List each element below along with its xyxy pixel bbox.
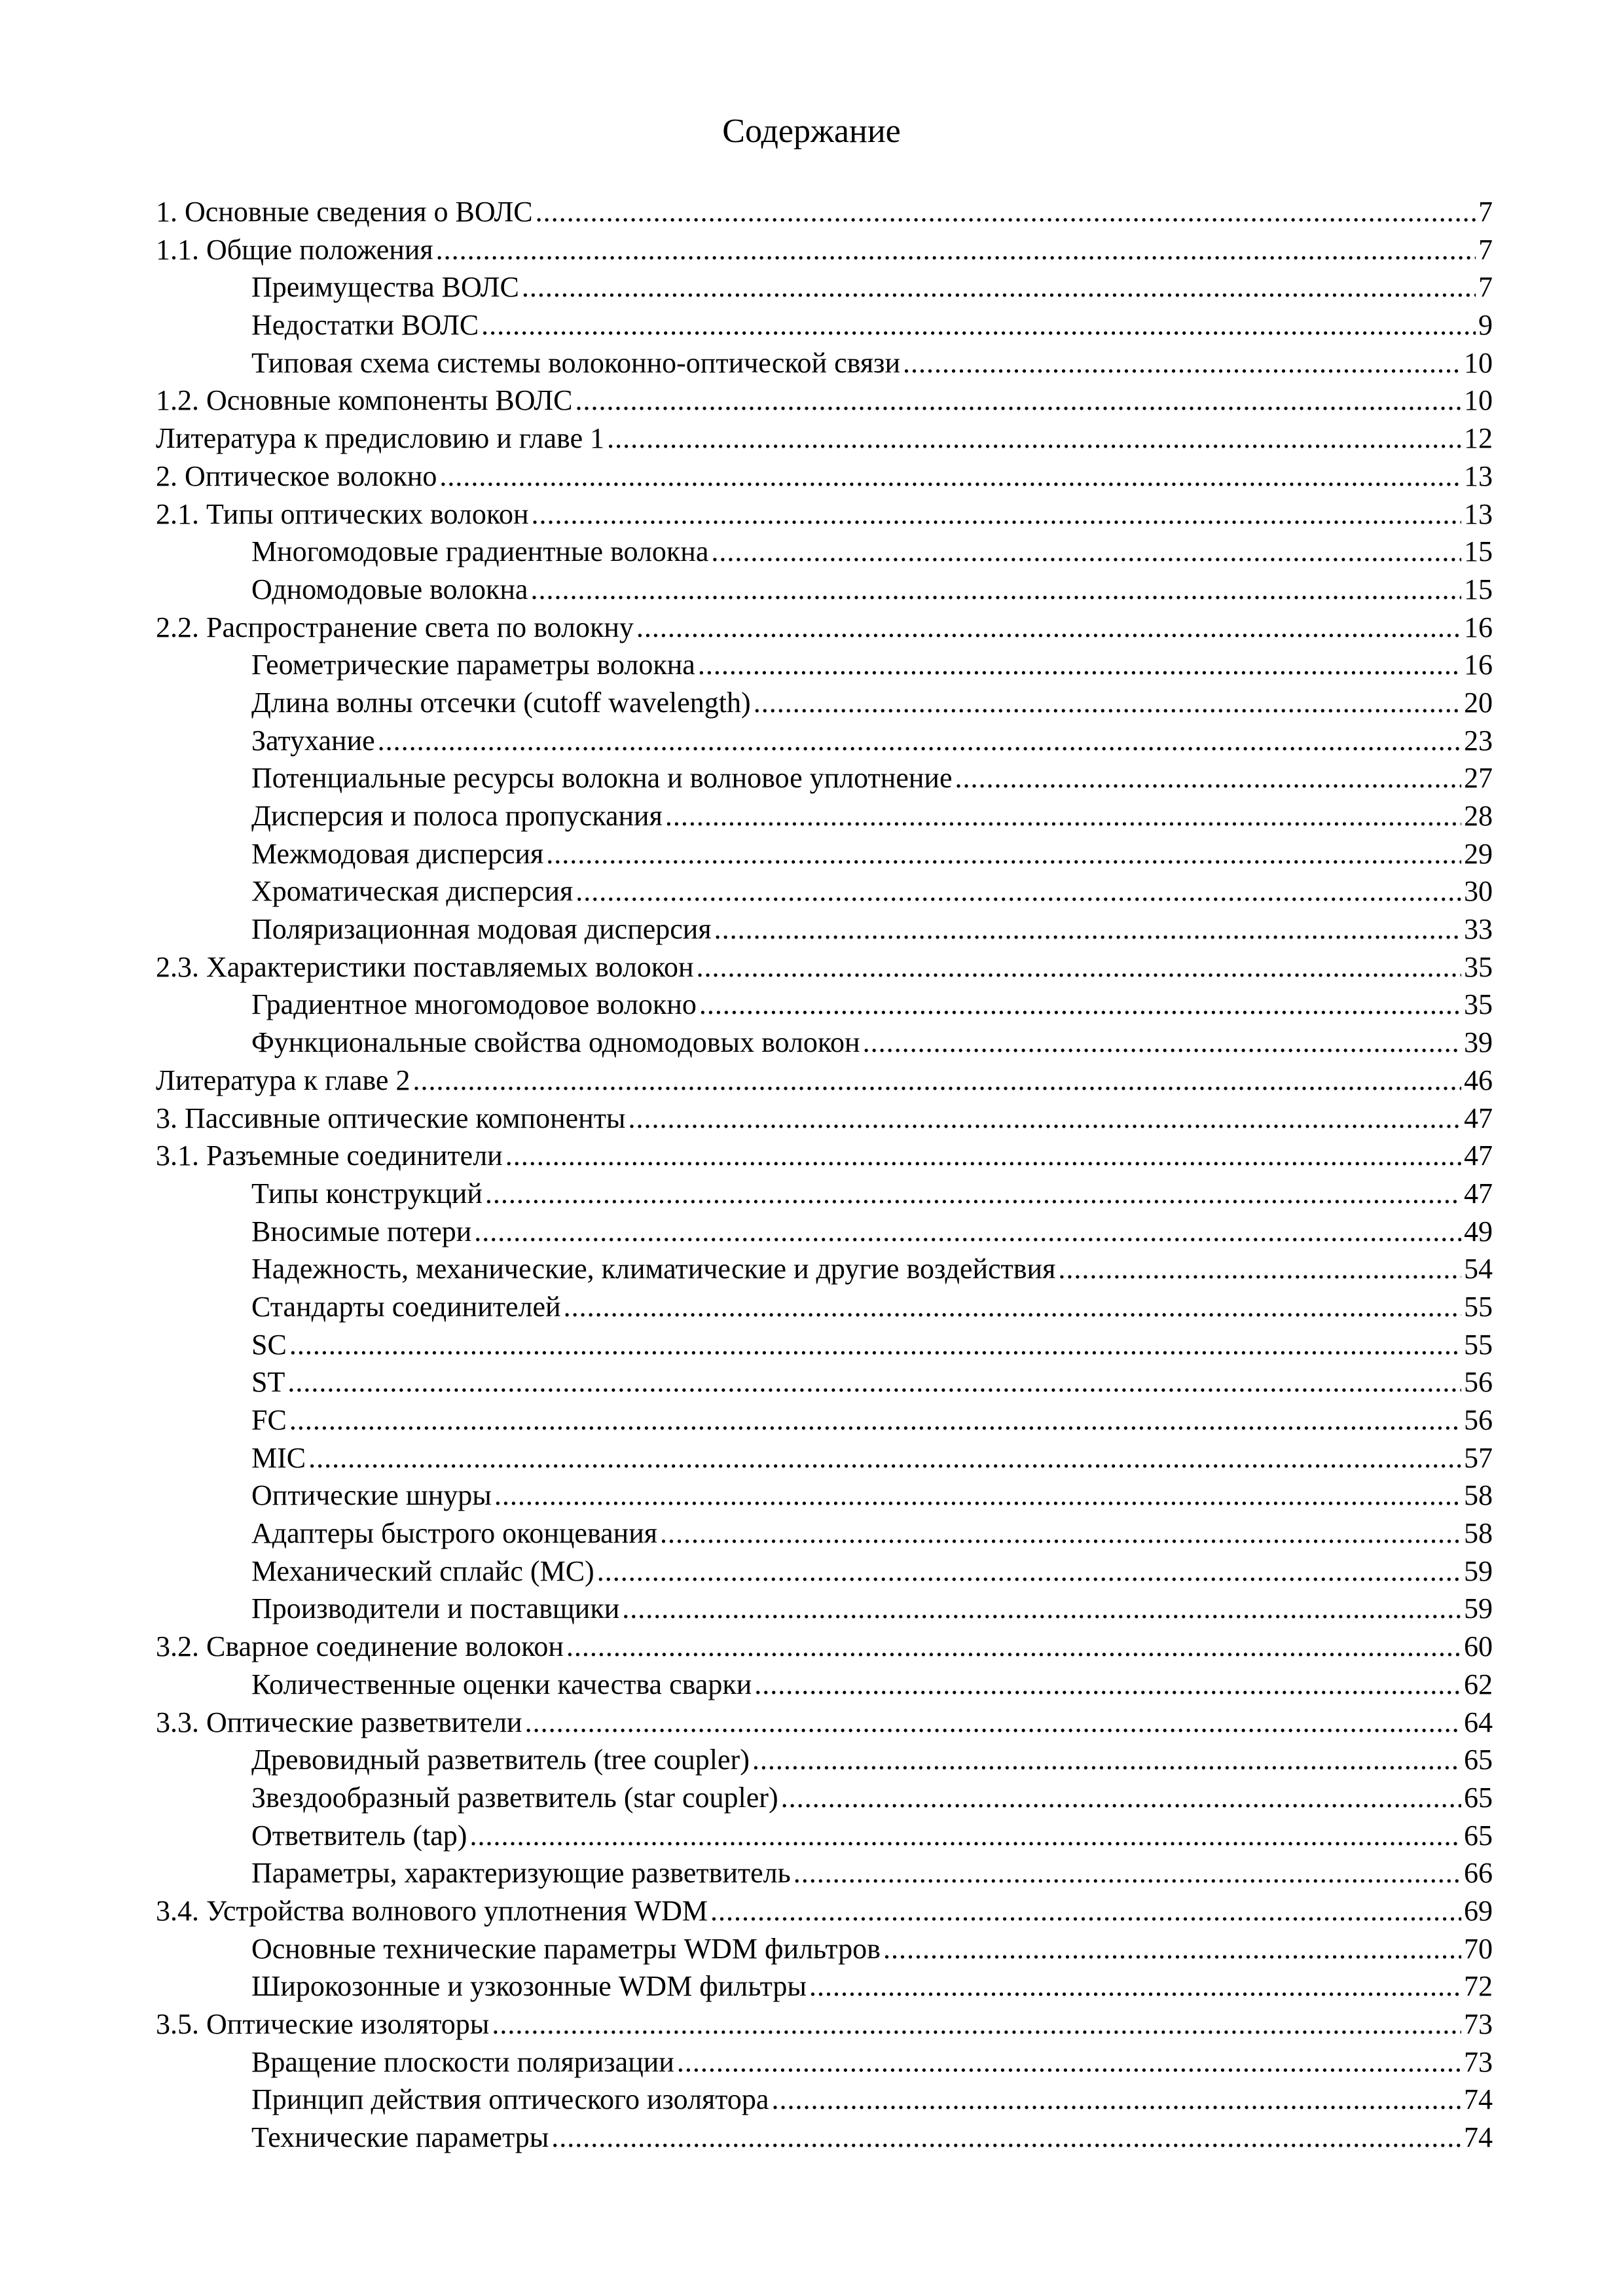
dot-leader bbox=[289, 1326, 1461, 1364]
toc-entry bbox=[156, 684, 1493, 722]
dot-leader bbox=[494, 1477, 1461, 1515]
toc-entry bbox=[156, 1024, 1493, 1062]
toc-entry bbox=[156, 1590, 1493, 1628]
toc-entry bbox=[156, 231, 1493, 269]
toc-entry-page-number: 29 bbox=[1464, 837, 1493, 870]
toc-entry bbox=[156, 1326, 1493, 1364]
toc-entry-page-number: 47 bbox=[1464, 1177, 1493, 1210]
toc-entry bbox=[156, 1930, 1493, 1968]
toc-entry-title: Преимущества ВОЛС bbox=[251, 271, 519, 304]
toc-entry-title: 1.1. Общие положения bbox=[156, 233, 433, 266]
toc-entry-title: SC bbox=[251, 1328, 287, 1361]
toc-entry bbox=[156, 2005, 1493, 2043]
toc-entry-title: 1. Основные сведения о ВОЛС bbox=[156, 196, 533, 228]
dot-leader bbox=[699, 986, 1461, 1024]
toc-entry-page-number: 74 bbox=[1464, 2083, 1493, 2116]
toc-entry bbox=[156, 1137, 1493, 1175]
toc-entry bbox=[156, 1741, 1493, 1779]
table-of-contents bbox=[156, 193, 1493, 2157]
toc-entry-page-number: 58 bbox=[1464, 1479, 1493, 1512]
toc-entry-title: Дисперсия и полоса пропускания bbox=[251, 800, 663, 832]
dot-leader bbox=[436, 231, 1476, 269]
toc-entry-page-number: 23 bbox=[1464, 724, 1493, 757]
toc-entry-page-number: 60 bbox=[1464, 1630, 1493, 1663]
toc-entry bbox=[156, 1666, 1493, 1704]
toc-entry-title: ST bbox=[251, 1366, 285, 1399]
page-title: Содержание bbox=[722, 113, 901, 150]
toc-entry bbox=[156, 1967, 1493, 2005]
dot-leader bbox=[575, 382, 1462, 420]
dot-leader bbox=[863, 1024, 1461, 1062]
toc-entry-title: 3.1. Разъемные соединители bbox=[156, 1139, 503, 1172]
toc-entry-title: Одномодовые волокна bbox=[251, 573, 528, 605]
toc-entry-title: Основные технические параметры WDM фильтров bbox=[251, 1932, 881, 1965]
toc-entry-page-number: 7 bbox=[1478, 271, 1493, 304]
toc-entry-page-number: 16 bbox=[1464, 649, 1493, 681]
dot-leader bbox=[698, 646, 1461, 684]
toc-entry-page-number: 65 bbox=[1464, 1744, 1493, 1776]
toc-entry-page-number: 49 bbox=[1464, 1215, 1493, 1247]
toc-entry-page-number: 39 bbox=[1464, 1026, 1493, 1059]
dot-leader bbox=[566, 1628, 1461, 1666]
dot-leader bbox=[505, 1137, 1461, 1175]
toc-entry-page-number: 20 bbox=[1464, 686, 1493, 719]
toc-entry-title: Поляризационная модовая дисперсия bbox=[251, 913, 712, 946]
toc-entry bbox=[156, 872, 1493, 910]
toc-entry-title: Хроматическая дисперсия bbox=[251, 875, 574, 908]
dot-leader bbox=[546, 835, 1461, 873]
toc-entry-title: 2. Оптическое волокно bbox=[156, 459, 437, 492]
toc-entry-page-number: 10 bbox=[1464, 346, 1493, 379]
toc-entry bbox=[156, 382, 1493, 420]
toc-entry-title: Геометрические параметры волокна bbox=[251, 649, 695, 681]
dot-leader bbox=[809, 1967, 1461, 2005]
dot-leader bbox=[536, 193, 1476, 231]
toc-entry bbox=[156, 986, 1493, 1024]
toc-entry-page-number: 56 bbox=[1464, 1404, 1493, 1436]
toc-entry-page-number: 62 bbox=[1464, 1668, 1493, 1700]
toc-entry bbox=[156, 268, 1493, 306]
toc-entry bbox=[156, 1628, 1493, 1666]
toc-entry bbox=[156, 948, 1493, 986]
toc-entry-page-number: 12 bbox=[1464, 422, 1493, 455]
toc-entry-title: Вращение плоскости поляризации bbox=[251, 2045, 674, 2078]
toc-entry-title: Широкозонные и узкозонные WDM фильтры bbox=[251, 1970, 807, 2003]
dot-leader bbox=[771, 2081, 1461, 2119]
dot-leader bbox=[665, 797, 1461, 835]
dot-leader bbox=[903, 344, 1461, 382]
toc-entry-title: 1.2. Основные компоненты ВОЛС bbox=[156, 384, 573, 417]
toc-entry bbox=[156, 1515, 1493, 1552]
toc-entry bbox=[156, 495, 1493, 533]
dot-leader bbox=[883, 1930, 1461, 1968]
toc-entry bbox=[156, 533, 1493, 571]
dot-leader bbox=[485, 1175, 1461, 1213]
toc-entry-page-number: 59 bbox=[1464, 1554, 1493, 1587]
toc-entry-title: Производители и поставщики bbox=[251, 1592, 620, 1625]
toc-entry bbox=[156, 571, 1493, 609]
dot-leader bbox=[714, 910, 1461, 948]
toc-entry-title: Ответвитель (tap) bbox=[251, 1819, 467, 1852]
dot-leader bbox=[378, 722, 1461, 760]
dot-leader bbox=[439, 457, 1461, 495]
toc-entry-title: Параметры, характеризующие разветвитель bbox=[251, 1857, 791, 1890]
toc-entry bbox=[156, 1552, 1493, 1590]
toc-entry-title: Стандарты соединителей bbox=[251, 1290, 561, 1323]
dot-leader bbox=[622, 1590, 1461, 1628]
toc-entry bbox=[156, 306, 1493, 344]
toc-entry bbox=[156, 1817, 1493, 1855]
dot-leader bbox=[752, 1741, 1461, 1779]
toc-entry bbox=[156, 1062, 1493, 1100]
dot-leader bbox=[530, 571, 1461, 609]
toc-entry bbox=[156, 1439, 1493, 1477]
toc-entry-title: 2.1. Типы оптических волокон bbox=[156, 497, 529, 530]
toc-entry-page-number: 27 bbox=[1464, 762, 1493, 795]
toc-entry-title: Функциональные свойства одномодовых волокон bbox=[251, 1026, 860, 1059]
toc-entry bbox=[156, 1477, 1493, 1515]
toc-entry bbox=[156, 797, 1493, 835]
toc-entry bbox=[156, 1704, 1493, 1742]
toc-entry-title: Литература к предисловию и главе 1 bbox=[156, 422, 605, 455]
toc-entry-page-number: 35 bbox=[1464, 950, 1493, 983]
toc-entry-page-number: 54 bbox=[1464, 1253, 1493, 1285]
toc-entry-title: Потенциальные ресурсы волокна и волновое уплотнение bbox=[251, 762, 953, 795]
toc-entry bbox=[156, 457, 1493, 495]
dot-leader bbox=[793, 1854, 1461, 1892]
toc-entry bbox=[156, 2081, 1493, 2119]
toc-entry-page-number: 15 bbox=[1464, 535, 1493, 568]
toc-entry-title: Длина волны отсечки (cutoff wavelength) bbox=[251, 686, 751, 719]
toc-entry bbox=[156, 1854, 1493, 1892]
dot-leader bbox=[575, 872, 1461, 910]
dot-leader bbox=[525, 1704, 1461, 1742]
toc-entry bbox=[156, 1779, 1493, 1817]
toc-entry-title: Многомодовые градиентные волокна bbox=[251, 535, 709, 568]
toc-entry-title: 3.4. Устройства волнового уплотнения WDM bbox=[156, 1894, 708, 1927]
toc-entry-page-number: 28 bbox=[1464, 800, 1493, 832]
toc-entry-page-number: 65 bbox=[1464, 1819, 1493, 1852]
toc-entry-page-number: 73 bbox=[1464, 2045, 1493, 2078]
dot-leader bbox=[754, 1666, 1461, 1704]
toc-entry bbox=[156, 2043, 1493, 2081]
toc-entry-title: FC bbox=[251, 1404, 287, 1436]
toc-entry-page-number: 16 bbox=[1464, 611, 1493, 643]
toc-entry-title: Надежность, механические, климатические и другие воздействия bbox=[251, 1253, 1056, 1285]
toc-entry-page-number: 72 bbox=[1464, 1970, 1493, 2003]
toc-entry-page-number: 55 bbox=[1464, 1290, 1493, 1323]
dot-leader bbox=[551, 2119, 1461, 2157]
dot-leader bbox=[532, 495, 1461, 533]
dot-leader bbox=[469, 1817, 1461, 1855]
toc-entry-title: 3. Пассивные оптические компоненты bbox=[156, 1102, 626, 1134]
toc-entry bbox=[156, 1175, 1493, 1213]
toc-entry-title: Градиентное многомодовое волокно bbox=[251, 988, 697, 1021]
dot-leader bbox=[308, 1439, 1461, 1477]
toc-entry-page-number: 10 bbox=[1464, 384, 1493, 417]
toc-entry-page-number: 73 bbox=[1464, 2008, 1493, 2040]
toc-entry-page-number: 33 bbox=[1464, 913, 1493, 946]
toc-entry bbox=[156, 1250, 1493, 1288]
toc-entry-page-number: 58 bbox=[1464, 1517, 1493, 1550]
toc-entry-title: 3.3. Оптические разветвители bbox=[156, 1706, 522, 1738]
toc-entry-page-number: 57 bbox=[1464, 1441, 1493, 1474]
dot-leader bbox=[607, 420, 1461, 457]
toc-entry-page-number: 7 bbox=[1478, 233, 1493, 266]
toc-entry-title: Затухание bbox=[251, 724, 375, 757]
toc-entry-page-number: 13 bbox=[1464, 459, 1493, 492]
dot-leader bbox=[597, 1552, 1461, 1590]
dot-leader bbox=[677, 2043, 1461, 2081]
toc-entry-title: 2.2. Распространение света по волокну bbox=[156, 611, 634, 643]
toc-entry-title: 2.3. Характеристики поставляемых волокон bbox=[156, 950, 694, 983]
toc-entry-title: Адаптеры быстрого оконцевания bbox=[251, 1517, 657, 1550]
toc-entry-title: Оптические шнуры bbox=[251, 1479, 492, 1512]
toc-entry bbox=[156, 344, 1493, 382]
toc-entry bbox=[156, 1892, 1493, 1930]
toc-entry-page-number: 47 bbox=[1464, 1102, 1493, 1134]
dot-leader bbox=[289, 1401, 1461, 1439]
toc-entry-title: Недостатки ВОЛС bbox=[251, 309, 479, 342]
toc-entry-title: Количественные оценки качества сварки bbox=[251, 1668, 752, 1700]
dot-leader bbox=[481, 306, 1476, 344]
dot-leader bbox=[522, 268, 1476, 306]
toc-entry-page-number: 70 bbox=[1464, 1932, 1493, 1965]
toc-entry bbox=[156, 420, 1493, 457]
toc-entry bbox=[156, 1401, 1493, 1439]
toc-entry bbox=[156, 910, 1493, 948]
dot-leader bbox=[629, 1100, 1462, 1138]
toc-entry-title: Межмодовая дисперсия bbox=[251, 837, 544, 870]
toc-entry-page-number: 9 bbox=[1478, 309, 1493, 342]
toc-entry bbox=[156, 193, 1493, 231]
toc-entry bbox=[156, 609, 1493, 647]
dot-leader bbox=[564, 1288, 1461, 1326]
toc-entry bbox=[156, 1213, 1493, 1251]
toc-entry-page-number: 59 bbox=[1464, 1592, 1493, 1625]
toc-entry-page-number: 69 bbox=[1464, 1894, 1493, 1927]
toc-entry-title: Древовидный разветвитель (tree coupler) bbox=[251, 1744, 750, 1776]
dot-leader bbox=[474, 1213, 1461, 1251]
dot-leader bbox=[711, 533, 1461, 571]
dot-leader bbox=[781, 1779, 1461, 1817]
toc-entry-title: Механический сплайс (МС) bbox=[251, 1554, 594, 1587]
toc-entry-page-number: 56 bbox=[1464, 1366, 1493, 1399]
dot-leader bbox=[697, 948, 1462, 986]
toc-entry-page-number: 15 bbox=[1464, 573, 1493, 605]
dot-leader bbox=[754, 684, 1461, 722]
toc-entry-page-number: 46 bbox=[1464, 1064, 1493, 1096]
dot-leader bbox=[412, 1062, 1461, 1100]
toc-entry bbox=[156, 2119, 1493, 2157]
dot-leader bbox=[955, 759, 1461, 797]
toc-entry bbox=[156, 1363, 1493, 1401]
toc-entry-title: 3.2. Сварное соединение волокон bbox=[156, 1630, 564, 1663]
toc-entry-title: MIC bbox=[251, 1441, 306, 1474]
toc-entry-page-number: 13 bbox=[1464, 497, 1493, 530]
toc-entry bbox=[156, 835, 1493, 873]
toc-entry-title: 3.5. Оптические изоляторы bbox=[156, 2008, 490, 2040]
toc-entry-page-number: 65 bbox=[1464, 1781, 1493, 1814]
toc-entry-page-number: 35 bbox=[1464, 988, 1493, 1021]
toc-entry-title: Типы конструкций bbox=[251, 1177, 483, 1210]
toc-entry-page-number: 7 bbox=[1478, 196, 1493, 228]
toc-entry-title: Технические параметры bbox=[251, 2121, 549, 2154]
dot-leader bbox=[710, 1892, 1461, 1930]
toc-entry-page-number: 55 bbox=[1464, 1328, 1493, 1361]
toc-entry-page-number: 47 bbox=[1464, 1139, 1493, 1172]
dot-leader bbox=[1058, 1250, 1461, 1288]
toc-entry-title: Типовая схема системы волоконно-оптической связи bbox=[251, 346, 900, 379]
toc-entry bbox=[156, 722, 1493, 760]
toc-entry bbox=[156, 759, 1493, 797]
toc-entry bbox=[156, 646, 1493, 684]
toc-entry-title: Звездообразный разветвитель (star coupler) bbox=[251, 1781, 778, 1814]
toc-entry-page-number: 64 bbox=[1464, 1706, 1493, 1738]
toc-entry-title: Литература к главе 2 bbox=[156, 1064, 410, 1096]
toc-entry-page-number: 66 bbox=[1464, 1857, 1493, 1890]
toc-entry-title: Вносимые потери bbox=[251, 1215, 472, 1247]
toc-entry-title: Принцип действия оптического изолятора bbox=[251, 2083, 769, 2116]
toc-entry bbox=[156, 1288, 1493, 1326]
toc-entry-page-number: 30 bbox=[1464, 875, 1493, 908]
dot-leader bbox=[287, 1363, 1461, 1401]
dot-leader bbox=[492, 2005, 1461, 2043]
toc-entry-page-number: 74 bbox=[1464, 2121, 1493, 2154]
dot-leader bbox=[660, 1515, 1461, 1552]
dot-leader bbox=[636, 609, 1461, 647]
toc-entry bbox=[156, 1100, 1493, 1138]
